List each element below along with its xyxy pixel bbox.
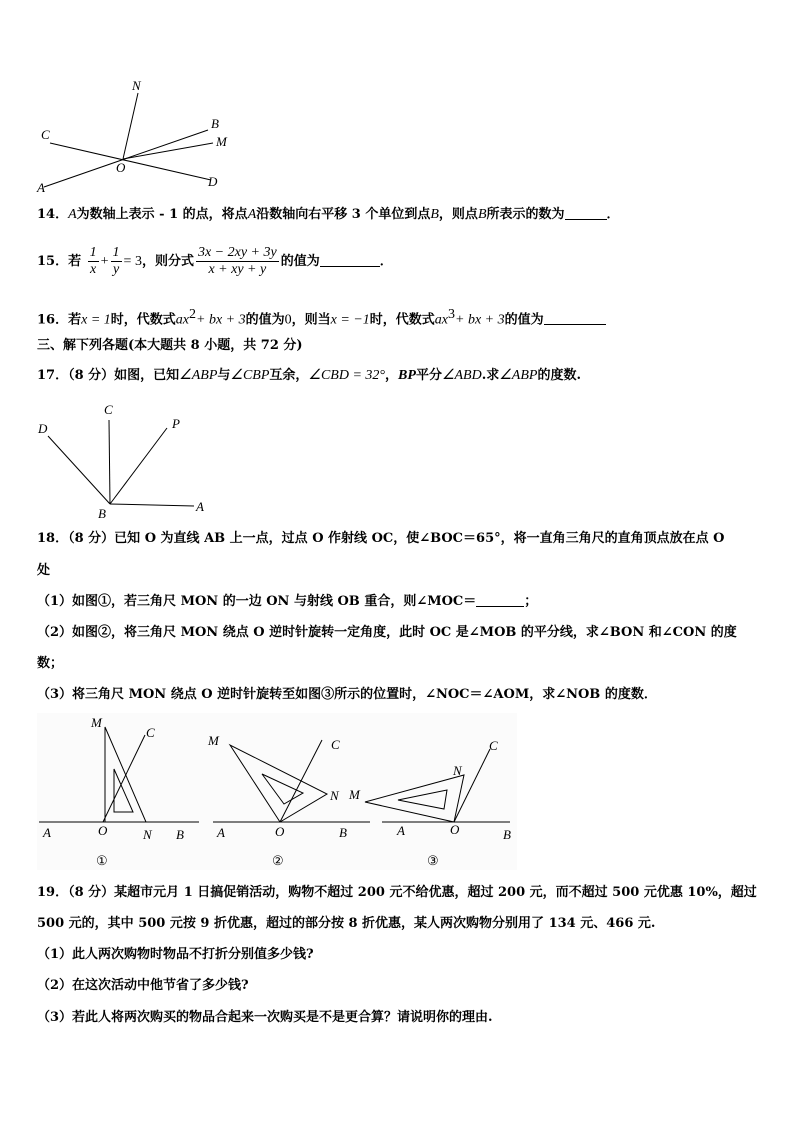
label-d: D xyxy=(38,421,48,436)
label-b: B xyxy=(503,827,511,842)
plus: + xyxy=(100,254,109,269)
label-o: O xyxy=(450,822,460,837)
q14-text: ，则点 xyxy=(438,207,478,222)
label-c: C xyxy=(331,737,340,752)
label-m: M xyxy=(349,787,360,802)
q14-text: ． xyxy=(606,207,620,222)
label-o: O xyxy=(275,824,285,839)
ray-bp: BP xyxy=(398,368,416,383)
angle: ∠ABP xyxy=(499,368,538,383)
label-m: M xyxy=(91,715,102,730)
var-b: B xyxy=(430,207,439,222)
label-c: C xyxy=(104,402,113,417)
ray-bc xyxy=(109,420,110,504)
caption-1: ① xyxy=(96,853,108,868)
question-19-part2: （2）在这次活动中他节省了多少钱? xyxy=(37,978,249,993)
ray-bd xyxy=(48,436,110,504)
label-a: A xyxy=(217,825,225,840)
question-18-part2-line1: （2）如图②，将三角尺 MON 绕点 O 逆时针旋转一定角度，此时 OC 是∠MOB 的平分线，求∠BON 和∠CON 的度 xyxy=(37,625,737,640)
label-m: M xyxy=(208,733,219,748)
denominator: x xyxy=(90,262,97,277)
q17-text: 与 xyxy=(217,368,231,383)
question-18-line1: 18．（8 分）已知 O 为直线 AB 上一点，过点 O 作射线 OC，使∠BOC＝65°，将一直角三角尺的直角顶点放在点 O xyxy=(37,531,725,546)
question-number: 16． xyxy=(37,312,69,328)
ray-on xyxy=(123,93,138,159)
q17-text: 互余， xyxy=(269,368,309,383)
condition: x = −1 xyxy=(330,312,370,328)
question-18-part1 xyxy=(37,592,537,612)
answer-blank xyxy=(565,205,607,220)
question-19-line2: 500 元的，其中 500 元按 9 折优惠，超过的部分按 8 折优惠，某人两次购物分别用了 134 元、466 元. xyxy=(37,916,656,931)
question-18-line2: 处 xyxy=(37,563,51,578)
label-o: O xyxy=(116,160,126,175)
label-b: B xyxy=(176,827,184,842)
angle: ∠CBP xyxy=(230,368,270,383)
q15-text: ，则分式 xyxy=(141,254,194,269)
numerator: 1 xyxy=(112,245,120,260)
label-n: N xyxy=(330,788,339,803)
q17-text: 平分 xyxy=(415,368,442,383)
var-b: B xyxy=(477,207,487,222)
expression: + bx + 3 xyxy=(455,312,505,328)
q16-text: 的值为 xyxy=(245,312,285,328)
q16-text: 时，代数式 xyxy=(110,312,176,328)
label-m: M xyxy=(216,134,227,149)
question-16 xyxy=(37,305,606,330)
ray-om xyxy=(123,143,213,159)
q16-text: 若 xyxy=(68,312,82,328)
question-18-part3: （3）将三角尺 MON 绕点 O 逆时针旋转至如图③所示的位置时，∠NOC＝∠AOM，求∠NOB 的度数． xyxy=(37,687,657,702)
question-number: 15． xyxy=(37,254,69,269)
angle: ∠ABP xyxy=(179,368,218,383)
answer-blank xyxy=(544,310,606,325)
answer-blank xyxy=(320,252,380,267)
question-14 xyxy=(37,205,620,225)
label-n: N xyxy=(132,78,141,93)
question-19-part3: （3）若此人将两次购买的物品合起来一次购买是不是更合算？请说明你的理由. xyxy=(37,1010,493,1025)
q14-text: 沿数轴向右平移 3 个单位到点 xyxy=(256,207,431,222)
q17-text: ， xyxy=(385,368,399,383)
denominator: x + xy + y xyxy=(208,262,267,277)
q17-text: 的度数. xyxy=(537,368,581,383)
caption-3: ③ xyxy=(427,853,439,868)
fraction-1-over-x xyxy=(88,245,99,278)
q17-text: （8 分）如图，已知 xyxy=(68,368,180,383)
numerator: 1 xyxy=(89,245,97,260)
q15-text: 的值为 xyxy=(280,254,320,269)
q15-text: 若 xyxy=(68,254,82,269)
fraction-1-over-y xyxy=(111,245,122,278)
q16-text: 的值为 xyxy=(504,312,544,328)
label-a: A xyxy=(196,499,204,514)
label-d: D xyxy=(208,174,218,189)
label-b: B xyxy=(339,825,347,840)
caption-2: ② xyxy=(272,853,284,868)
part1-text: （1）如图①，若三角尺 MON 的一边 ON 与射线 OB 重合，则∠MOC＝ xyxy=(37,594,477,609)
line-cd xyxy=(50,143,211,180)
q14-text: 为数轴上表示 - 1 的点，将点 xyxy=(76,207,248,222)
label-c: C xyxy=(489,738,498,753)
question-number: 17． xyxy=(37,368,69,383)
label-p: P xyxy=(172,416,180,431)
label-o: O xyxy=(98,823,108,838)
question-17 xyxy=(37,366,581,386)
label-n: N xyxy=(453,763,462,778)
label-c: C xyxy=(41,127,50,142)
expression: + bx + 3 xyxy=(196,312,246,328)
label-a: A xyxy=(397,823,405,838)
label-c: C xyxy=(146,725,155,740)
fraction-expression xyxy=(196,245,279,278)
angle: ∠ABD xyxy=(441,368,482,383)
q16-text: 时，代数式 xyxy=(369,312,435,328)
question-18-part2-line2: 数； xyxy=(37,656,64,671)
part1-end: ； xyxy=(524,594,538,609)
q14-text: 所表示的数为 xyxy=(486,207,565,222)
value: 0 xyxy=(284,312,292,328)
label-a: A xyxy=(37,180,45,195)
label-b: B xyxy=(98,506,106,521)
question-number: 14． xyxy=(37,207,69,222)
figure-q13 xyxy=(30,75,240,200)
exponent: 3 xyxy=(448,307,455,322)
question-15 xyxy=(37,242,393,282)
condition: x = 1 xyxy=(81,312,111,328)
label-n: N xyxy=(143,827,152,842)
ray-bp xyxy=(110,428,167,504)
var-a: A xyxy=(247,207,257,222)
var-a: A xyxy=(68,207,77,222)
question-19-line1: 19．（8 分）某超市元月 1 日搞促销活动，购物不超过 200 元不给优惠，超过 200 元，而不超过 500 元优惠 10%，超过 xyxy=(37,885,757,900)
angle: ∠CBD = 32° xyxy=(308,368,386,383)
label-a: A xyxy=(43,825,51,840)
q17-text: .求 xyxy=(481,368,500,383)
question-19-part1: （1）此人两次购物时物品不打折分别值多少钱? xyxy=(37,947,314,962)
exponent: 2 xyxy=(189,307,197,322)
numerator: 3x − 2xy + 3y xyxy=(197,245,277,260)
equals: = 3 xyxy=(123,254,142,269)
expression: ax xyxy=(434,312,448,328)
ray-ba xyxy=(110,504,194,506)
label-b: B xyxy=(211,116,219,131)
figure-q17 xyxy=(30,398,220,523)
q15-text: ． xyxy=(379,254,393,269)
figure-q18 xyxy=(37,713,517,870)
q16-text: ，则当 xyxy=(291,312,331,328)
section-heading: 三、解下列各题(本大题共 8 小题，共 72 分) xyxy=(37,338,303,353)
denominator: y xyxy=(112,262,120,277)
expression: ax xyxy=(175,312,190,328)
answer-blank xyxy=(476,592,524,607)
